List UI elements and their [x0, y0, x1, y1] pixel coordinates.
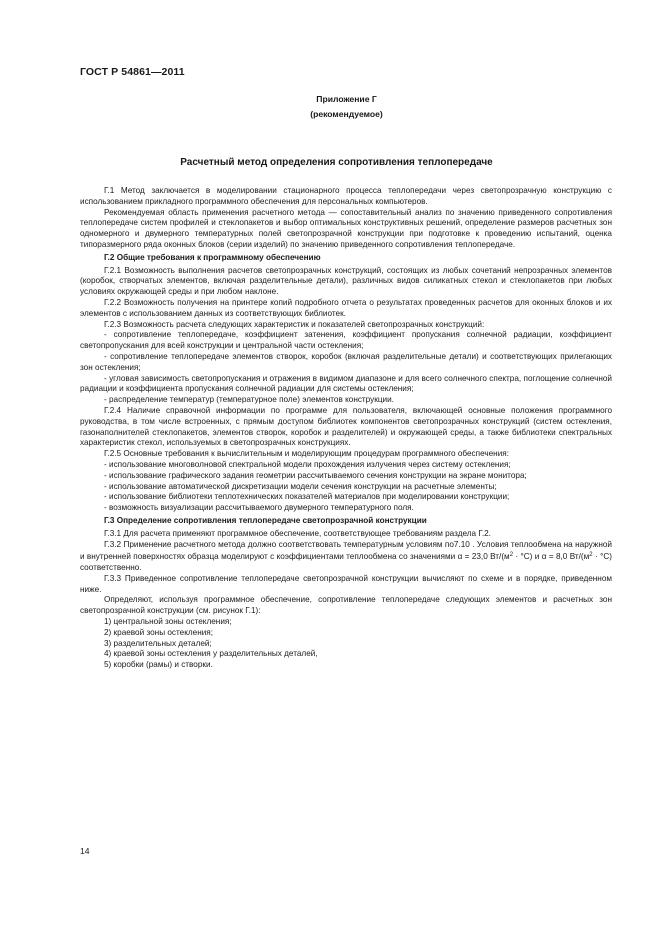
heading-g3: Г.3 Определение сопротивления теплопередаче светопрозрачной конструкции: [104, 515, 427, 525]
paragraph-g3-2-text: Г.3.2 Применение расчетного метода должно соответствовать температурным условиям по7.10 . Условия теплообмена на наружной и внутренней поверхностях образца моделируют с коэффициентами теплообмена со значениями: [80, 539, 612, 562]
list-item: 4) краевой зоны остекления у разделительных деталей,: [104, 649, 318, 659]
list-item: - использование графического задания геометрии рассчитываемого сечения конструкции на экране монитора;: [104, 470, 527, 480]
paragraph-g2-1: Г.2.1 Возможность выполнения расчетов светопрозрачных конструкций, состоящих из любых сочетаний непрозрачных элементов (коробок, створчатых элементов, включая разделительные детали), различных видов силикатных стекол и стеклопакетов при любых условиях окружающей среды и при любом наклоне.: [80, 265, 612, 297]
list-item: - сопротивление теплопередаче, коэффициент затенения, коэффициент пропускания солнечной радиации, коэффициент светопропускания для всей конструкции и центральной части остекления;: [80, 330, 612, 351]
list-item: - использование библиотеки теплотехнических показателей материалов при моделировании конструкции;: [104, 492, 510, 502]
superscript: 2: [589, 552, 593, 559]
list-item: 1) центральной зоны остекления;: [104, 617, 232, 627]
paragraph-g2-3: Г.2.3 Возможность расчета следующих характеристик и показателей светопрозрачных конструкций:: [104, 319, 485, 329]
heading-g2: Г.2 Общие требования к программному обеспечению: [104, 252, 321, 262]
document-code: ГОСТ Р 54861—2011: [80, 66, 185, 78]
document-body: [80, 186, 612, 671]
list-item: - распределение температур (температурное поле) элементов конструкции.: [104, 395, 394, 405]
list-item: - возможность визуализации рассчитываемого двумерного температурного поля.: [104, 503, 414, 513]
superscript: 2: [509, 552, 514, 559]
paragraph-g2-5: Г.2.5 Основные требования к вычислительным и моделирующим процедурам программного обеспечения:: [104, 449, 509, 459]
paragraph-g3-4: Определяют, используя программное обеспечение, сопротивление теплопередаче следующих элементов и расчетных зон светопрозрачной конструкции (см. рисунок Г.1):: [80, 595, 612, 616]
paragraph-g2-2: Г.2.2 Возможность получения на принтере копий подробного отчета о результатах проведенных расчетов для оконных блоков и их элементов с использованием данных из соответствующих библиотек.: [80, 297, 612, 318]
paragraph-g1: Г.1 Метод заключается в моделировании стационарного процесса теплопередачи через светопрозрачную конструкцию с использованием прикладного программного обеспечения для персональных компьютеров.: [80, 186, 612, 206]
paragraph-g3-2: [80, 540, 612, 574]
alpha-inner-unit: · °С) соответственно.: [80, 552, 613, 573]
list-item: - сопротивление теплопередаче элементов створок, коробок (включая разделительные детали) и соответствующих прилегающих зон остекления;: [80, 351, 612, 372]
alpha-inner: α = 8,0 Вт/(м: [541, 552, 590, 562]
paragraph-scope: Рекомендуемая область применения расчетного метода — сопоставительный анализ по значению приведенного сопротивления теплопередаче систем профилей и стеклопакетов и выбор оптимальных конструктивных решений, определение размеров расчетных зон одномерного и двумерного температурных полей светопрозрачной конструкции при подготовке к проведению испытаний, оценка типоразмерного ряда оконных блоков (серии изделий) по значению приведенного сопротивления теплопередаче.: [80, 207, 612, 249]
appendix-label: Приложение Г: [316, 94, 377, 104]
list-item: 2) краевой зоны остекления;: [104, 627, 214, 637]
list-item: - использование многоволновой спектральной модели прохождения излучения через систему остекления;: [104, 459, 511, 469]
list-item: 5) коробки (рамы) и створки.: [104, 660, 213, 670]
page-number: 14: [80, 846, 90, 856]
list-item: 3) разделительных деталей;: [104, 638, 212, 648]
list-item: - использование автоматической дискретизации модели сечения конструкции на расчетные элементы;: [104, 481, 497, 491]
appendix-status: (рекомендуемое): [310, 109, 383, 119]
list-item: - угловая зависимость светопропускания и отражения в видимом диапазоне и для всего солнечного спектра, поглощение солнечной радиации и коэффициента пропускания солнечной радиации для системы остекления;: [80, 373, 612, 394]
paragraph-g2-4: Г.2.4 Наличие справочной информации по программе для пользователя, включающей основные положения программного руководства, в том числе встроенных, с прямым доступом библиотек компонентов светопрозрачных конструкций (систем остекления, газонаполнителей стеклопакетов, элементов створок, коробок и разделителей) и окружающей среды, а также библиотеки спектральных характеристик стекол, используемых в светопрозрачных конструкциях.: [80, 405, 612, 448]
paragraph-g3-3: Г.3.3 Приведенное сопротивление теплопередаче светопрозрачной конструкции вычисляют по схеме и в порядке, приведенном ниже.: [80, 573, 612, 594]
section-title: Расчетный метод определения сопротивления теплопередаче: [180, 157, 493, 168]
paragraph-g3-1: Г.3.1 Для расчета применяют программное обеспечение, соответствующее требованиям раздела Г.2.: [104, 528, 491, 538]
alpha-outer: α = 23,0 Вт/(м: [457, 552, 510, 562]
alpha-outer-unit: · °С) и: [513, 552, 540, 562]
